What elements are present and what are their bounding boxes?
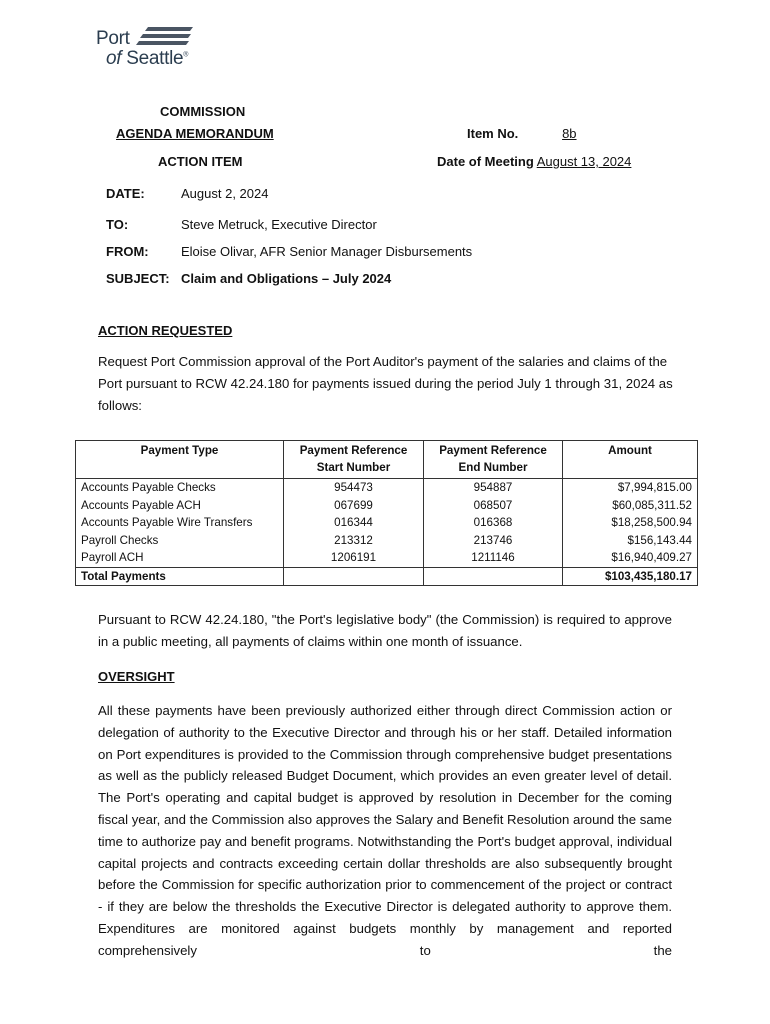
table-row [76,479,698,497]
table-row [76,514,698,532]
cell-type: Payroll Checks [76,532,284,550]
cell-amount: $18,258,500.94 [563,514,698,532]
cell-start: 213312 [284,532,424,550]
total-row [76,567,698,586]
oversight-text: All these payments have been previously authorized either through direct Commission action or delegation of authority to the Executive Director and through his or her staff. Detailed information on Port expenditures is provided to the Commission through comprehensive budget presentations as well as the publicly released Budget Document, which provides an even greater level of detail. The Port's operating and capital budget is approved by resolution in December for the coming fiscal year, and the Commission also approves the Salary and Benefit Resolution around the same time to authorize pay and benefit programs. Notwithstanding the Port's budget approval, individual capital projects and contracts exceeding certain dollar thresholds are also subsequently brought before the Commission for specific authorization prior to commencement of the project or contract - if they are below the thresholds the Executive Director is delegated authority to approve them. Expenditures are monitored against budgets monthly by management and reported comprehensively to the [98,703,672,958]
cell-end: 954887 [424,479,563,497]
pursuant-text: Pursuant to RCW 42.24.180, "the Port's legislative body" (the Commission) is required to approve in a public meeting, all payments of claims within one month of issuance. [98,612,672,649]
cell-amount: $7,994,815.00 [563,479,698,497]
action-item-heading: ACTION ITEM [158,154,243,169]
table-row [76,497,698,515]
date-label: DATE: [106,186,145,201]
total-amount: $103,435,180.17 [563,567,698,586]
cell-end: 016368 [424,514,563,532]
header-payment-type: Payment Type [76,441,284,479]
cell-start: 067699 [284,497,424,515]
port-of-seattle-logo [96,24,206,74]
table-row [76,532,698,550]
cell-type: Accounts Payable Checks [76,479,284,497]
header-start-number: Payment Reference Start Number [284,441,424,479]
cell-start: 1206191 [284,549,424,567]
to-value: Steve Metruck, Executive Director [181,217,377,232]
header-end-number: Payment Reference End Number [424,441,563,479]
total-start-empty [284,567,424,586]
agenda-memorandum-heading: AGENDA MEMORANDUM [116,126,274,141]
table-header-row [76,441,698,479]
total-end-empty [424,567,563,586]
commission-heading: COMMISSION [160,104,246,119]
cell-type: Payroll ACH [76,549,284,567]
table-row [76,549,698,567]
cell-end: 1211146 [424,549,563,567]
date-value: August 2, 2024 [181,186,269,201]
logo-line-seattle: of Seattle® [106,48,189,69]
header-amount: Amount [563,441,698,479]
to-label: TO: [106,217,129,232]
subject-value: Claim and Obligations – July 2024 [181,271,392,286]
action-requested-text: Request Port Commission approval of the Port Auditor's payment of the salaries and claims of the Port pursuant to RCW 42.24.180 for payments issued during the period July 1 through 31, 2024 as follows: [98,354,673,413]
from-label: FROM: [106,244,149,259]
oversight-heading: OVERSIGHT [98,669,175,684]
logo-line-port: Port [96,28,130,49]
cell-start: 954473 [284,479,424,497]
cell-end: 068507 [424,497,563,515]
cell-amount: $156,143.44 [563,532,698,550]
from-value: Eloise Olivar, AFR Senior Manager Disbursements [181,244,473,259]
cell-type: Accounts Payable ACH [76,497,284,515]
total-label: Total Payments [76,567,284,586]
cell-start: 016344 [284,514,424,532]
cell-type: Accounts Payable Wire Transfers [76,514,284,532]
action-requested-heading: ACTION REQUESTED [98,323,233,338]
date-of-meeting: Date of Meeting August 13, 2024 [437,154,632,169]
cell-end: 213746 [424,532,563,550]
item-number: Item No. 8b [467,126,577,141]
cell-amount: $60,085,311.52 [563,497,698,515]
payments-table [75,440,698,586]
subject-label: SUBJECT: [106,271,170,286]
cell-amount: $16,940,409.27 [563,549,698,567]
